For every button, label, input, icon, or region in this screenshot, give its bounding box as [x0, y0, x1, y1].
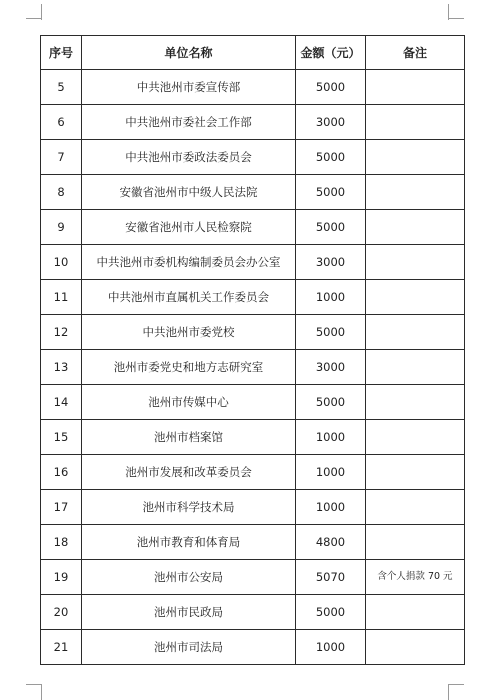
- table-row: [41, 175, 465, 210]
- table-row: [41, 420, 465, 455]
- table-row: [41, 105, 465, 140]
- cell-note: [366, 140, 465, 175]
- cell-seq: 14: [41, 385, 82, 420]
- cell-unit-name: 池州市委党史和地方志研究室: [82, 350, 296, 385]
- cell-seq: 20: [41, 595, 82, 630]
- cell-amount: 1000: [296, 455, 366, 490]
- cell-unit-name: 中共池州市委机构编制委员会办公室: [82, 245, 296, 280]
- table-row: [41, 455, 465, 490]
- cell-note: [366, 175, 465, 210]
- table-row: [41, 525, 465, 560]
- crop-mark-bottom-left-v: [41, 684, 42, 700]
- cell-unit-name: 池州市传媒中心: [82, 385, 296, 420]
- table-row: [41, 70, 465, 105]
- cell-amount: 5000: [296, 70, 366, 105]
- cell-unit-name: 池州市科学技术局: [82, 490, 296, 525]
- cell-seq: 13: [41, 350, 82, 385]
- cell-amount: 1000: [296, 490, 366, 525]
- cell-unit-name: 池州市民政局: [82, 595, 296, 630]
- cell-unit-name: 池州市公安局: [82, 560, 296, 595]
- cell-note: [366, 420, 465, 455]
- table-row: [41, 210, 465, 245]
- cell-seq: 21: [41, 630, 82, 665]
- cell-seq: 10: [41, 245, 82, 280]
- table-row: [41, 385, 465, 420]
- cell-note: [366, 245, 465, 280]
- cell-unit-name: 中共池州市委社会工作部: [82, 105, 296, 140]
- cell-seq: 8: [41, 175, 82, 210]
- cell-note: 含个人捐款 70 元: [366, 560, 465, 595]
- header-row: [41, 36, 465, 70]
- cell-unit-name: 中共池州市委政法委员会: [82, 140, 296, 175]
- cell-note: [366, 490, 465, 525]
- table-row: [41, 630, 465, 665]
- cell-seq: 11: [41, 280, 82, 315]
- cell-amount: 5000: [296, 385, 366, 420]
- cell-seq: 17: [41, 490, 82, 525]
- table-row: [41, 560, 465, 595]
- cell-unit-name: 池州市档案馆: [82, 420, 296, 455]
- crop-mark-top-left-h: [26, 18, 42, 19]
- cell-amount: 5070: [296, 560, 366, 595]
- cell-unit-name: 中共池州市委党校: [82, 315, 296, 350]
- header-seq: 序号: [41, 36, 82, 70]
- crop-mark-bottom-left-h: [26, 684, 42, 685]
- cell-note: [366, 210, 465, 245]
- cell-unit-name: 安徽省池州市人民检察院: [82, 210, 296, 245]
- cell-note: [366, 315, 465, 350]
- cell-amount: 5000: [296, 140, 366, 175]
- cell-note: [366, 280, 465, 315]
- cell-seq: 18: [41, 525, 82, 560]
- cell-amount: 1000: [296, 420, 366, 455]
- cell-amount: 5000: [296, 210, 366, 245]
- cell-unit-name: 中共池州市委宣传部: [82, 70, 296, 105]
- cell-amount: 3000: [296, 245, 366, 280]
- cell-seq: 9: [41, 210, 82, 245]
- table-row: [41, 350, 465, 385]
- cell-seq: 16: [41, 455, 82, 490]
- cell-amount: 1000: [296, 630, 366, 665]
- crop-mark-top-right-h: [448, 18, 464, 19]
- cell-note: [366, 455, 465, 490]
- header-amount: 金额（元）: [296, 36, 366, 70]
- table-row: [41, 595, 465, 630]
- cell-seq: 6: [41, 105, 82, 140]
- table-row: [41, 280, 465, 315]
- cell-amount: 5000: [296, 175, 366, 210]
- crop-mark-top-right-v: [448, 4, 449, 20]
- crop-mark-bottom-right-v: [448, 684, 449, 700]
- crop-mark-top-left-v: [41, 4, 42, 20]
- cell-amount: 5000: [296, 315, 366, 350]
- header-note: 备注: [366, 36, 465, 70]
- cell-note: [366, 105, 465, 140]
- table-header: [41, 36, 465, 70]
- cell-amount: 3000: [296, 350, 366, 385]
- table-row: [41, 245, 465, 280]
- cell-note: [366, 385, 465, 420]
- cell-seq: 5: [41, 70, 82, 105]
- donation-table: [40, 35, 465, 665]
- cell-note: [366, 70, 465, 105]
- header-unit-name: 单位名称: [82, 36, 296, 70]
- cell-note: [366, 350, 465, 385]
- cell-amount: 1000: [296, 280, 366, 315]
- cell-unit-name: 安徽省池州市中级人民法院: [82, 175, 296, 210]
- cell-seq: 15: [41, 420, 82, 455]
- cell-note: [366, 595, 465, 630]
- cell-seq: 19: [41, 560, 82, 595]
- cell-unit-name: 池州市司法局: [82, 630, 296, 665]
- cell-amount: 3000: [296, 105, 366, 140]
- cell-unit-name: 中共池州市直属机关工作委员会: [82, 280, 296, 315]
- cell-unit-name: 池州市发展和改革委员会: [82, 455, 296, 490]
- cell-amount: 4800: [296, 525, 366, 560]
- cell-note: [366, 630, 465, 665]
- cell-unit-name: 池州市教育和体育局: [82, 525, 296, 560]
- cell-amount: 5000: [296, 595, 366, 630]
- cell-seq: 7: [41, 140, 82, 175]
- cell-note: [366, 525, 465, 560]
- table-row: [41, 490, 465, 525]
- table-row: [41, 140, 465, 175]
- crop-mark-bottom-right-h: [448, 684, 464, 685]
- cell-seq: 12: [41, 315, 82, 350]
- table-row: [41, 315, 465, 350]
- table-body: [41, 70, 465, 665]
